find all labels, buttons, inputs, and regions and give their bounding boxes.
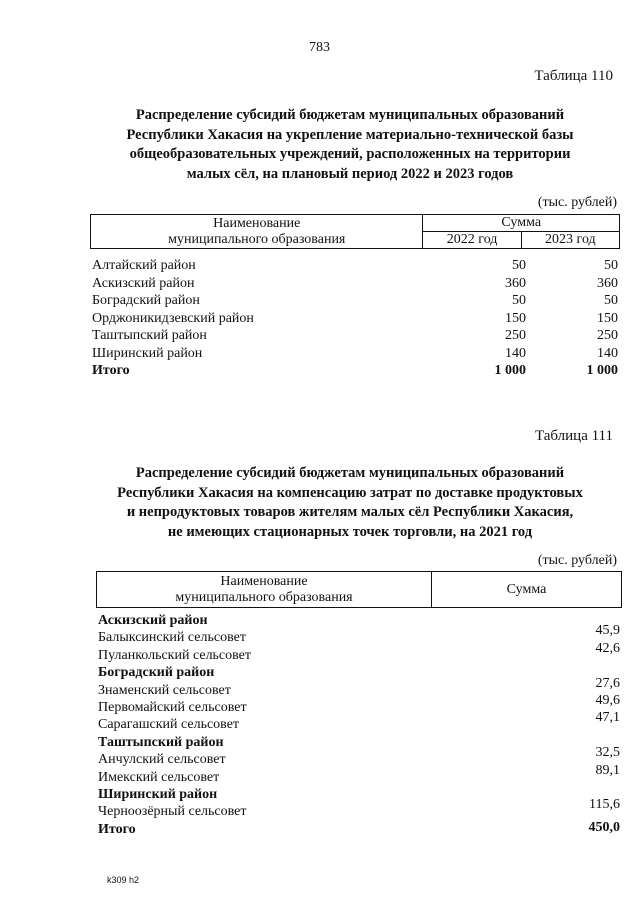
value-2023: 50	[604, 258, 618, 273]
value-2023: 1 000	[586, 363, 618, 378]
value-2022: 150	[505, 310, 526, 326]
table-row	[98, 762, 624, 786]
title-line: Распределение субсидий бюджетам муниципальных образований	[135, 465, 565, 481]
header-name-line2: муниципального образования	[175, 589, 353, 605]
row-value: 49,6	[595, 693, 620, 708]
row-name: Первомайский сельсовет	[98, 700, 247, 715]
row-name: Имекский сельсовет	[98, 769, 220, 785]
value-2023: 250	[597, 328, 618, 343]
table-111-header	[96, 571, 622, 608]
value-2023: 50	[604, 293, 618, 308]
group-row	[98, 612, 624, 629]
row-name: Боградский район	[92, 293, 200, 308]
row-value: 47,1	[595, 710, 620, 726]
row-name: Аскизский район	[98, 613, 208, 628]
row-name: Пуланкольский сельсовет	[98, 647, 252, 663]
header-name-cell	[97, 572, 432, 608]
row-name: Ширинский район	[92, 345, 203, 361]
table-111-label: Таблица 111	[534, 428, 613, 444]
row-value: 32,5	[595, 745, 620, 761]
header-sum: Сумма	[432, 572, 622, 608]
row-value: 42,6	[595, 640, 620, 656]
table-row	[92, 327, 622, 344]
table-row	[98, 797, 624, 820]
row-value: 115,6	[589, 797, 620, 813]
table-row	[92, 292, 622, 309]
value-2022: 50	[512, 293, 526, 308]
total-row	[92, 362, 622, 379]
row-name: Аскизский район	[92, 275, 195, 291]
group-row	[98, 786, 624, 803]
header-year-2023: 2023 год	[521, 232, 619, 249]
title-line: и непродуктовых товаров жителям малых сёл Республики Хакасия,	[126, 504, 574, 520]
table-110-header	[90, 214, 620, 249]
header-name-line1: Наименование	[213, 215, 301, 231]
table-row	[98, 745, 624, 768]
title-line: общеобразовательных учреждений, расположенных на территории	[129, 146, 571, 162]
header-name-line2: муниципального образования	[168, 231, 346, 247]
table-111-unit: (тыс. рублей)	[537, 553, 617, 568]
row-name: Черноозёрный сельсовет	[98, 804, 247, 820]
row-name: Знаменский сельсовет	[98, 682, 231, 698]
table-row	[92, 310, 622, 327]
value-2023: 360	[597, 275, 618, 291]
table-110-title	[60, 106, 639, 184]
footer-code: k309 h2	[107, 875, 140, 885]
value-2022: 360	[505, 275, 526, 291]
header-year-2022: 2022 год	[423, 232, 521, 249]
title-line: Республики Хакасия на компенсацию затрат по доставке продуктовых	[117, 484, 583, 501]
total-row	[98, 821, 624, 838]
row-name: Таштыпский район	[98, 734, 224, 750]
row-name: Боградский район	[98, 665, 215, 681]
row-value: 45,9	[595, 623, 620, 639]
group-row	[98, 664, 624, 681]
row-name: Анчулский сельсовет	[98, 752, 226, 768]
value-2023: 150	[597, 310, 618, 326]
row-value: 89,1	[595, 762, 620, 778]
table-110-label: Таблица 110	[534, 68, 613, 84]
row-name: Сарагашский сельсовет	[98, 717, 240, 733]
table-row	[98, 675, 624, 699]
value-2022: 50	[512, 258, 526, 273]
table-111-title	[60, 464, 639, 542]
header-name-line1: Наименование	[220, 573, 308, 589]
table-row	[92, 275, 622, 292]
row-name: Итого	[92, 363, 130, 378]
value-2022: 1 000	[494, 363, 526, 378]
row-name: Таштыпский район	[92, 328, 207, 343]
table-row	[92, 257, 622, 274]
table-row	[98, 623, 624, 646]
title-line: Республики Хакасия на укрепление материально-технической базы	[126, 126, 574, 143]
table-row	[98, 710, 624, 733]
title-line: не имеющих стационарных точек торговли, на 2021 год	[167, 523, 533, 540]
title-line: малых сёл, на плановый период 2022 и 2023 годов	[186, 165, 514, 182]
value-2023: 140	[597, 345, 618, 361]
table-row	[98, 693, 624, 716]
row-name: Ширинский район	[98, 787, 218, 802]
table-110-unit: (тыс. рублей)	[537, 195, 617, 210]
row-name: Балыксинский сельсовет	[98, 630, 246, 646]
table-row	[98, 640, 624, 664]
row-name: Итого	[98, 821, 136, 837]
page-number: 783	[309, 40, 330, 55]
row-value: 450,0	[588, 819, 620, 835]
header-name-cell	[91, 215, 423, 249]
table-row	[92, 345, 622, 362]
value-2022: 250	[505, 328, 526, 343]
row-value: 27,6	[595, 675, 620, 691]
title-line: Распределение субсидий бюджетам муниципальных образований	[135, 107, 565, 123]
row-name: Алтайский район	[92, 258, 196, 273]
row-name: Орджоникидзевский район	[92, 310, 254, 326]
value-2022: 140	[505, 345, 526, 361]
header-sum: Сумма	[423, 215, 620, 232]
group-row	[98, 734, 624, 751]
